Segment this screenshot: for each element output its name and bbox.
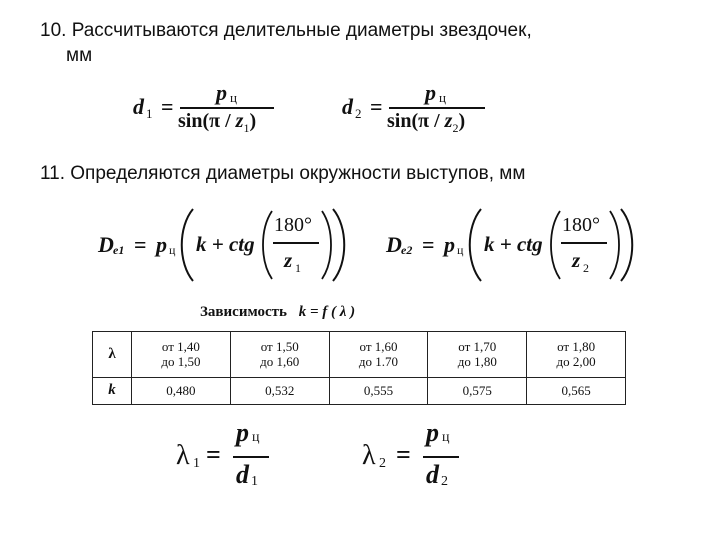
table-cell: от 1,70 до 1,80 xyxy=(428,332,527,378)
formula-d1-lhs: d xyxy=(133,94,144,119)
formula-l2-eq: = xyxy=(396,440,411,469)
formula-d2 xyxy=(337,80,497,140)
right-paren-large xyxy=(618,207,636,283)
table-row xyxy=(93,377,626,404)
formula-lambda2 xyxy=(362,418,472,498)
formula-l1-den-sub: 1 xyxy=(251,474,258,489)
fraction-bar xyxy=(233,456,269,458)
section-11-title: 11. Определяются диаметры окружности выступов, мм xyxy=(40,163,526,184)
formula-De1-z-sub: 1 xyxy=(295,261,301,275)
dependency-caption xyxy=(200,304,355,321)
table-cell: 0,555 xyxy=(329,377,428,404)
formula-d2-lhs-sub: 2 xyxy=(355,106,362,121)
formula-d1-num-sub: ц xyxy=(230,90,237,105)
formula-l2-num: p xyxy=(426,418,439,447)
section-10-unit: мм xyxy=(66,45,93,66)
fraction-bar xyxy=(180,107,274,109)
table-row xyxy=(93,332,626,378)
section-10-title: 10. Рассчитываются делительные диаметры звездочек, xyxy=(40,20,532,41)
formula-d1 xyxy=(128,80,288,140)
table-cell: 0,565 xyxy=(527,377,626,404)
formula-De2-k-ctg: k + ctg xyxy=(484,232,543,256)
left-paren-medium xyxy=(548,209,562,281)
formula-d1-num: p xyxy=(216,80,227,105)
formula-l2-lhs: λ xyxy=(362,440,376,471)
formula-De1-eq: = xyxy=(134,232,147,257)
dependency-caption-formula: k = f ( λ ) xyxy=(298,304,356,320)
formula-l2-den-sub: 2 xyxy=(441,474,448,489)
formula-De1-p: p xyxy=(156,232,167,257)
formula-De2-lhs-sub: e2 xyxy=(401,243,413,257)
dependency-caption-prefix: Зависимость xyxy=(200,304,287,320)
formula-De1-lhs: D xyxy=(98,232,114,257)
formula-De2-eq: = xyxy=(422,232,435,257)
formula-De1-k-ctg: k + ctg xyxy=(196,232,255,256)
table-header-k: k xyxy=(93,377,132,404)
formula-l1-lhs: λ xyxy=(176,440,190,471)
formula-De2-z: z xyxy=(572,248,581,272)
formula-l1-eq: = xyxy=(206,440,221,469)
formula-l2-lhs-sub: 2 xyxy=(379,456,386,471)
fraction-bar xyxy=(423,456,459,458)
formula-De1-lhs-sub: e1 xyxy=(113,243,125,257)
formula-De2-z-sub: 2 xyxy=(583,261,589,275)
formula-d1-lhs-sub: 1 xyxy=(146,106,153,121)
right-paren-large xyxy=(330,207,348,283)
formula-De1 xyxy=(98,205,348,290)
formula-De2-angle: 180° xyxy=(562,214,600,236)
formula-De1-z: z xyxy=(284,248,293,272)
formula-l1-den: d xyxy=(236,460,249,489)
formula-d2-num: p xyxy=(425,80,436,105)
formula-d1-den: $\sin(\pi / z_1)$ xyxy=(178,110,257,135)
table-header-lambda: λ xyxy=(93,332,132,378)
table-cell: 0,480 xyxy=(132,377,231,404)
formula-d2-eq: = xyxy=(370,94,383,119)
formula-l1-lhs-sub: 1 xyxy=(193,456,200,471)
fraction-bar xyxy=(561,242,607,244)
formula-De2-p: p xyxy=(444,232,455,257)
formula-De2 xyxy=(386,205,636,290)
left-paren-large xyxy=(466,207,484,283)
formula-l1-num-sub: ц xyxy=(252,430,260,445)
table-cell: от 1,40 до 1,50 xyxy=(132,332,231,378)
left-paren-large xyxy=(178,207,196,283)
table-cell: от 1,50 до 1,60 xyxy=(230,332,329,378)
formula-De2-p-sub: ц xyxy=(457,243,464,257)
formula-d1-eq: = xyxy=(161,94,174,119)
formula-De1-angle: 180° xyxy=(274,214,312,236)
table-cell: от 1,60 до 1.70 xyxy=(329,332,428,378)
formula-d2-num-sub: ц xyxy=(439,90,446,105)
table-cell: 0,575 xyxy=(428,377,527,404)
formula-De2-lhs: D xyxy=(386,232,402,257)
formula-l1-num: p xyxy=(236,418,249,447)
formula-l2-den: d xyxy=(426,460,439,489)
fraction-bar xyxy=(389,107,485,109)
table-cell: от 1,80 до 2,00 xyxy=(527,332,626,378)
formula-l2-num-sub: ц xyxy=(442,430,450,445)
formula-d2-den: $\sin(\pi / z_2)$ xyxy=(387,110,466,135)
formula-d2-lhs: d xyxy=(342,94,353,119)
left-paren-medium xyxy=(260,209,274,281)
formula-De1-p-sub: ц xyxy=(169,243,176,257)
formula-lambda1 xyxy=(176,418,286,498)
dependency-table xyxy=(92,331,626,405)
fraction-bar xyxy=(273,242,319,244)
table-cell: 0,532 xyxy=(230,377,329,404)
